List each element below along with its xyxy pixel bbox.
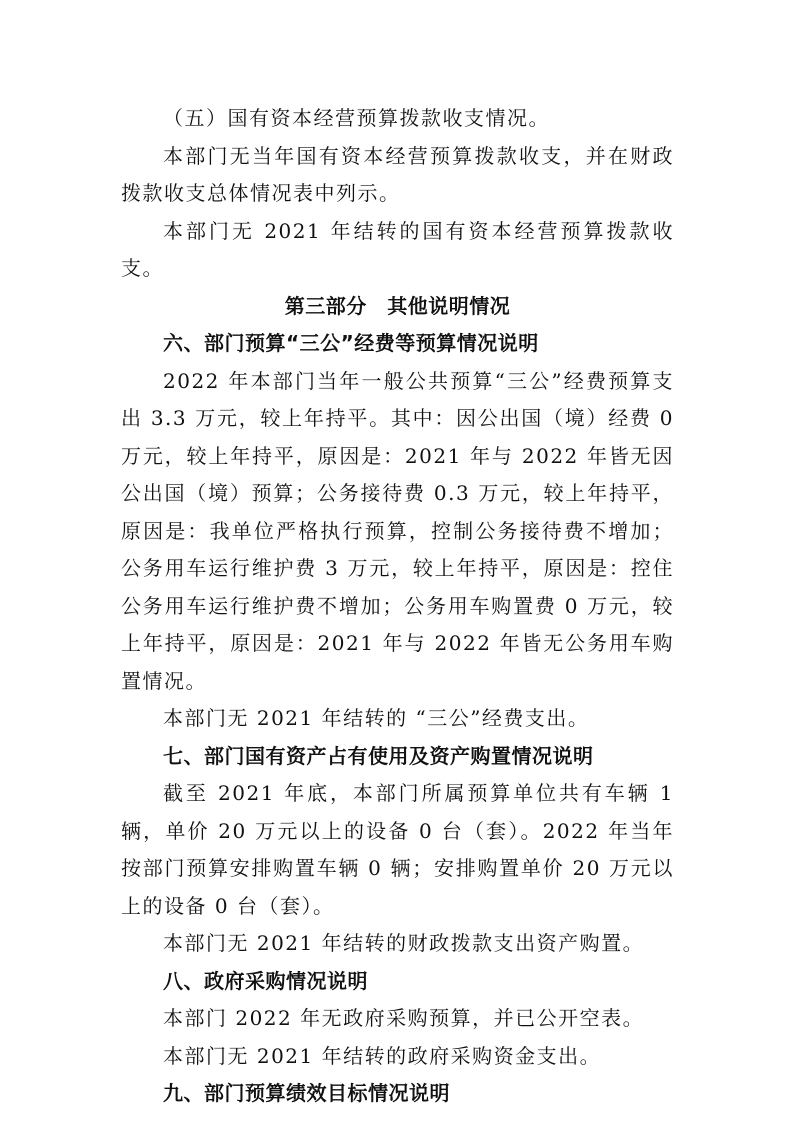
heading-government-procurement: 八、政府采购情况说明: [163, 968, 368, 993]
heading-three-public-expenses: 六、部门预算“三公”经费等预算情况说明: [163, 331, 539, 355]
paragraph-procurement-budget: 本部门 2022 年无政府采购预算，并已公开空表。: [163, 1006, 645, 1030]
paragraph-state-capital-none: 本部门无当年国有资本经营预算拨款收支，并在财政拨款收支总体情况表中列示。: [121, 143, 674, 205]
paragraph-procurement-carryover: 本部门无 2021 年结转的政府采购资金支出。: [163, 1043, 602, 1068]
part-three-title: 第三部分 其他说明情况: [284, 293, 511, 318]
paragraph-state-capital-carryover: 本部门无 2021 年结转的国有资本经营预算拨款收支。: [121, 218, 674, 280]
paragraph-state-assets: 截至 2021 年底，本部门所属预算单位共有车辆 1 辆，单价 20 万元以上的设备 0 台（套）。2022 年当年按部门预算安排购置车辆 0 辆；安排购置单价 20 万元以上的设备 0 台（套）。: [121, 781, 674, 918]
heading-performance-goals: 九、部门预算绩效目标情况说明: [163, 1081, 450, 1105]
paragraph-three-public-expenses: 2022 年本部门当年一般公共预算“三公”经费预算支出 3.3 万元，较上年持平。其中：因公出国（境）经费 0 万元，较上年持平，原因是：2021 年与 2022 年皆无因公出国（境）预算；公务接待费 0.3 万元，较上年持平，原因是：我单位严格执行预算，控制公务接待费不增加；公务用车运行维护费 3 万元，较上年持平，原因是：控住公务用车运行维护费不增加；公务用车购置费 0 万元，较上年持平，原因是：2021 年与 2022 年皆无公务用车购置情况。: [121, 368, 674, 693]
paragraph-three-public-carryover: 本部门无 2021 年结转的 “三公”经费支出。: [163, 706, 590, 730]
heading-state-assets: 七、部门国有资产占有使用及资产购置情况说明: [163, 743, 594, 768]
section-subtitle-state-capital: （五）国有资本经营预算拨款收支情况。: [163, 106, 550, 130]
paragraph-asset-purchase-carryover: 本部门无 2021 年结转的财政拨款支出资产购置。: [163, 931, 645, 955]
document-body: [121, 100, 674, 1113]
